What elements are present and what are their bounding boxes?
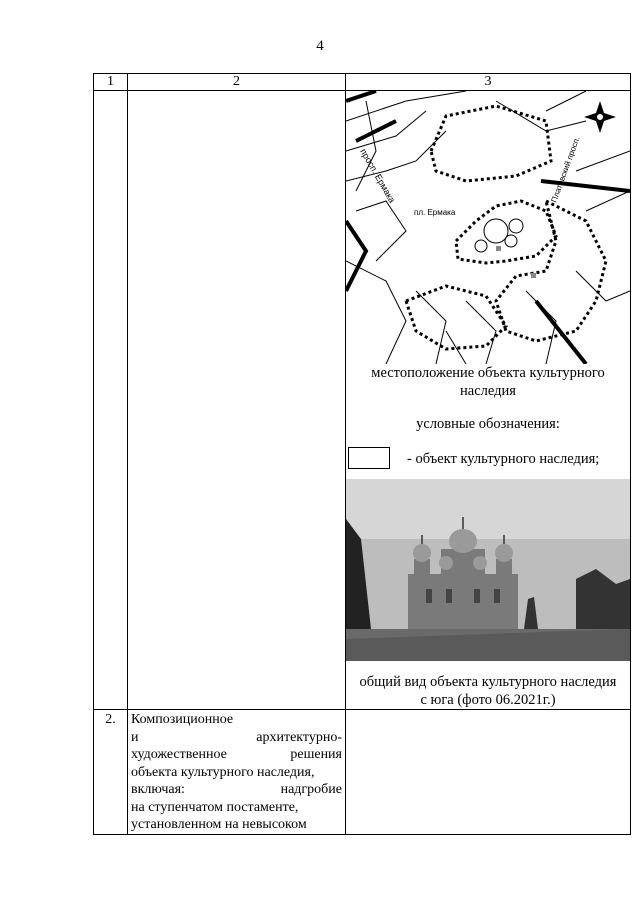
- desc-line: установленном на невысоком: [131, 817, 307, 832]
- cathedral-photo: [346, 479, 630, 661]
- legend-item: [346, 443, 630, 473]
- desc-word: решения: [290, 747, 342, 762]
- desc-word: надгробие: [280, 782, 342, 797]
- photo-caption: [346, 673, 630, 709]
- row1-description-cell: [128, 91, 346, 710]
- legend-title: условные обозначения:: [416, 416, 560, 432]
- header-col-3: 3: [346, 74, 631, 91]
- legend-swatch: [348, 447, 390, 469]
- table-header-row: [94, 74, 631, 91]
- photo-caption-line-1: общий вид объекта культурного наследия: [359, 674, 617, 690]
- table-row: [94, 710, 631, 835]
- desc-line: на ступенчатом постаменте,: [131, 799, 299, 815]
- desc-line: [131, 729, 342, 747]
- page-number: 4: [316, 38, 324, 54]
- table-row: [94, 91, 631, 710]
- legend-item-label: - объект культурного наследия;: [407, 451, 600, 467]
- map-label-ermaka-square: пл. Ермака: [414, 208, 456, 217]
- header-col-1: 1: [94, 74, 128, 91]
- desc-word: архитектурно-: [256, 729, 342, 745]
- row1-number-cell: [94, 91, 128, 710]
- map-label-ermaka-prosp: просп. Ермака: [358, 147, 398, 205]
- map-caption-line-2: наследия: [460, 383, 516, 399]
- desc-line: объекта культурного наследия,: [131, 764, 315, 780]
- row1-illustration-cell: [346, 91, 631, 710]
- photo-caption-line-2: с юга (фото 06.2021г.): [420, 692, 556, 708]
- map-caption-line-1: местоположение объекта культурного: [371, 365, 605, 381]
- location-map: [346, 91, 630, 364]
- header-col-2: 2: [128, 74, 346, 91]
- row2-illustration-cell: [346, 710, 631, 835]
- row2-number-cell: 2.: [94, 710, 128, 835]
- row2-description-cell: [128, 710, 346, 835]
- desc-word: художественное: [131, 747, 227, 762]
- desc-line: [131, 746, 342, 764]
- desc-word: включая:: [131, 782, 185, 797]
- desc-line: [131, 781, 342, 799]
- map-label-platovsky-prosp: Платовский просп.: [549, 135, 582, 204]
- map-caption: [346, 364, 630, 400]
- desc-word: и: [131, 729, 139, 745]
- document-table: [93, 73, 631, 835]
- desc-line: Композиционное: [131, 712, 234, 727]
